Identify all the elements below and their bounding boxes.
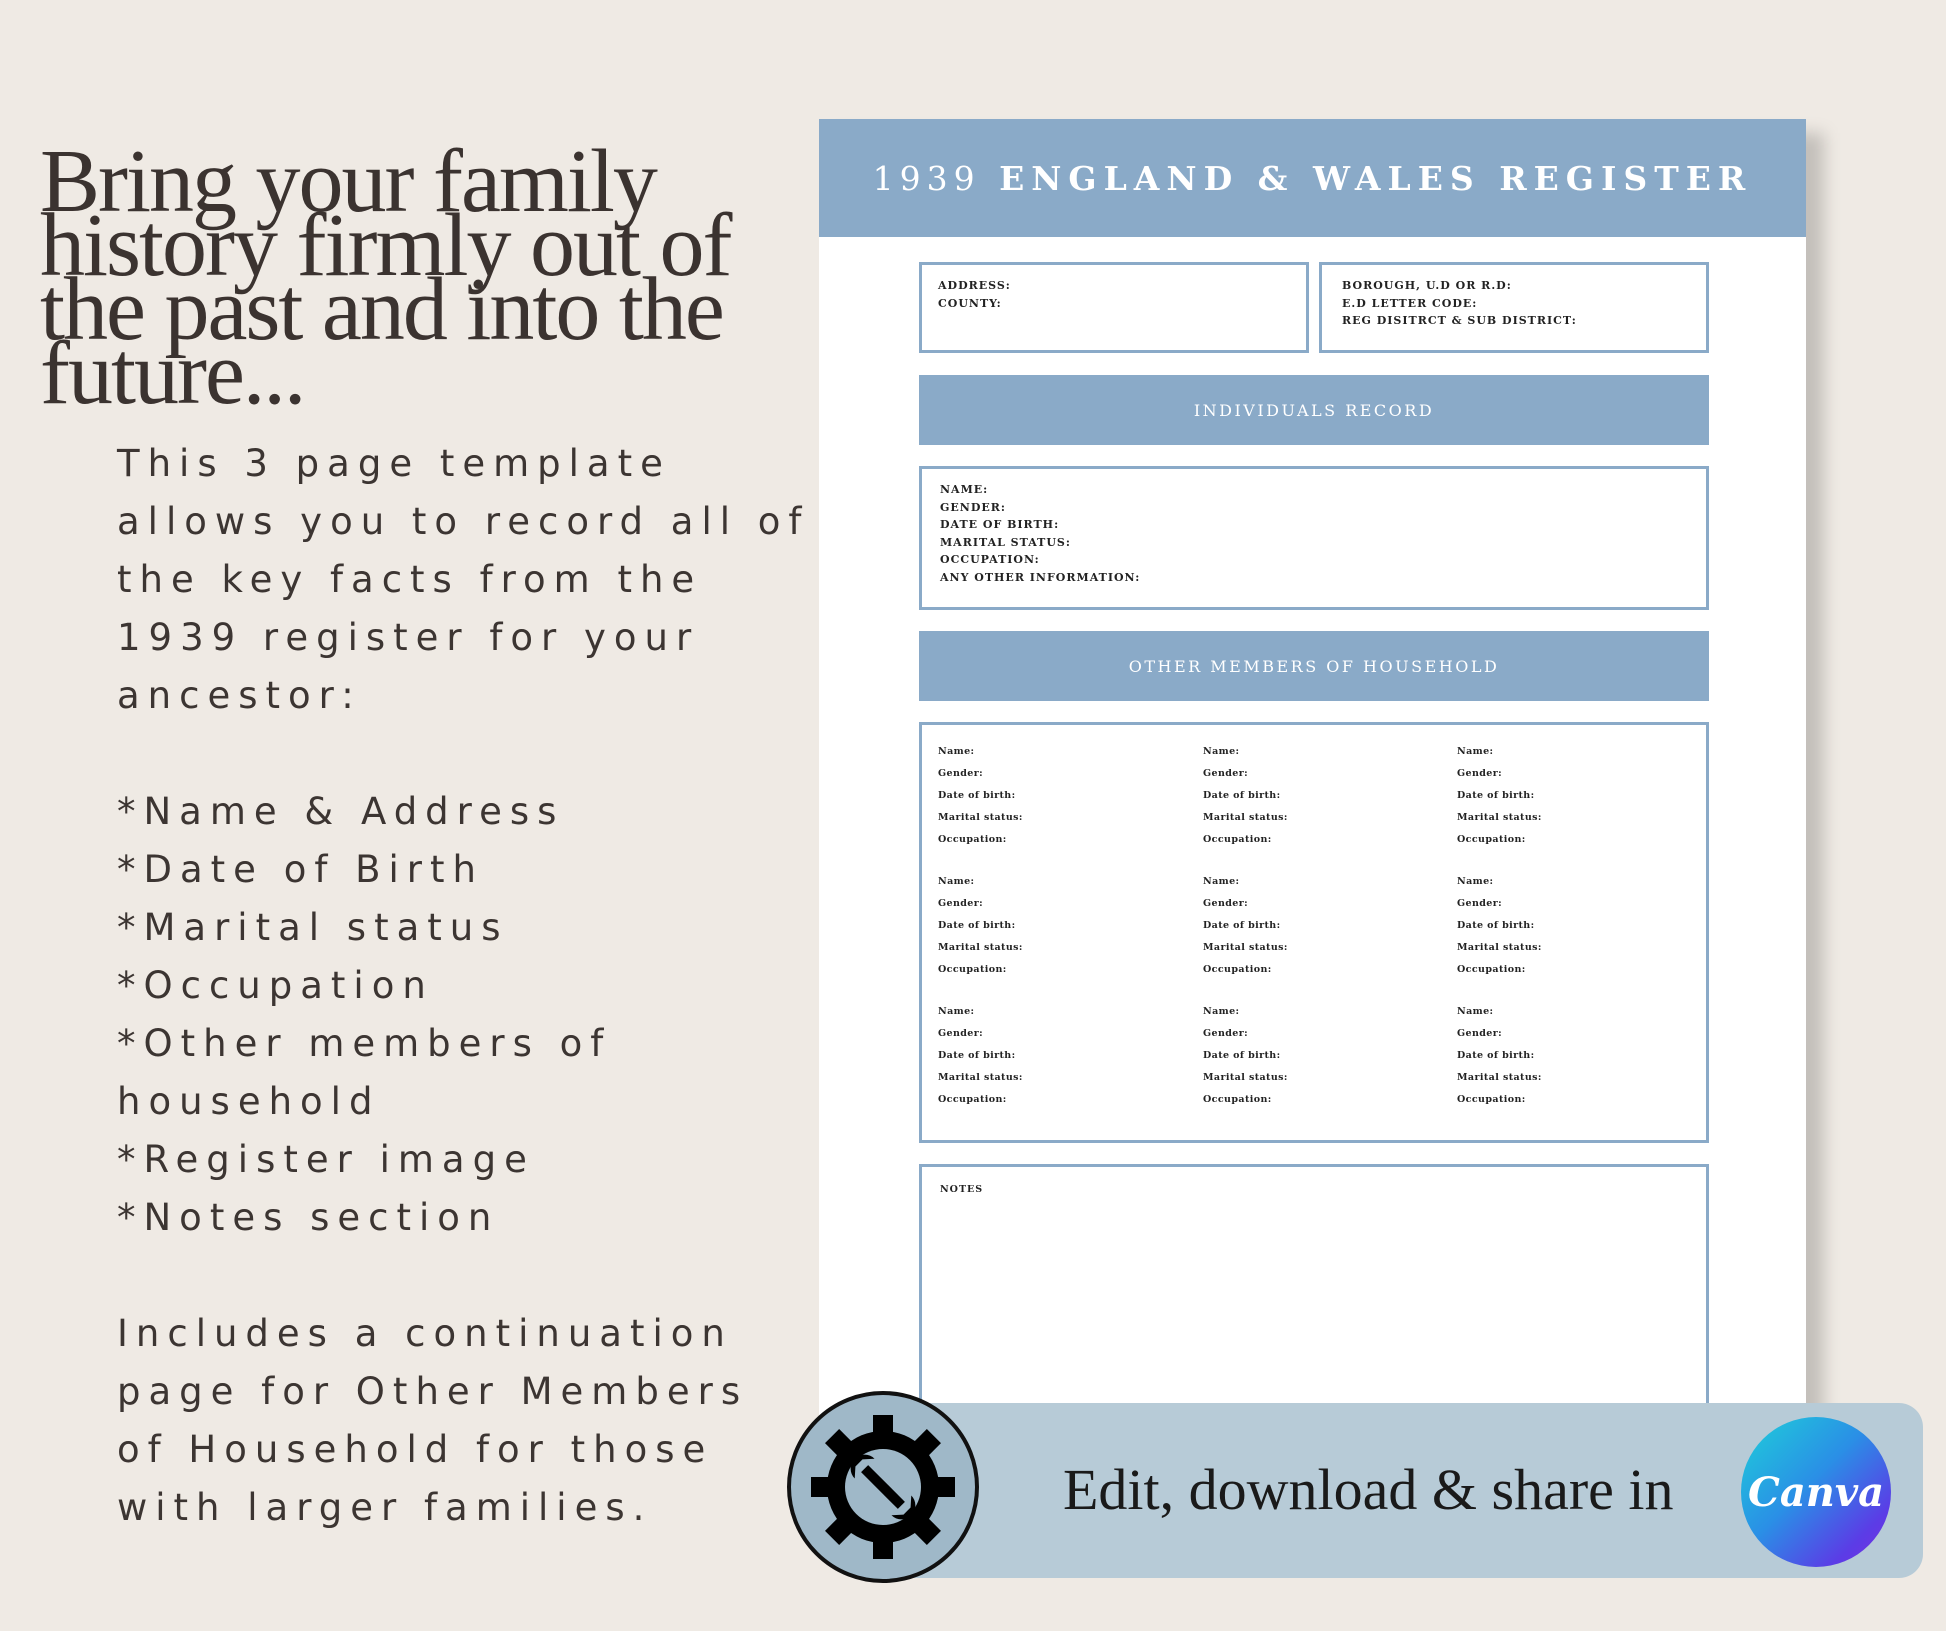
- district-box: [1319, 262, 1709, 353]
- register-template-preview: [819, 119, 1806, 1419]
- gear-wrench-icon: [787, 1391, 979, 1583]
- field-label: Date of birth:: [1457, 920, 1535, 931]
- member-entry: [1203, 1001, 1457, 1111]
- feature-item: *Register image: [117, 1138, 535, 1181]
- field-label: Date of birth:: [938, 790, 1016, 801]
- field-label: Occupation:: [1203, 964, 1272, 975]
- field-label: Occupation:: [1457, 1094, 1526, 1105]
- promo-description: [117, 435, 817, 1537]
- member-entry: [1457, 871, 1707, 981]
- canva-logo-text: Canva: [1748, 1468, 1884, 1516]
- field-label: Gender:: [1457, 1028, 1503, 1039]
- member-entry: [1203, 741, 1457, 851]
- household-band: OTHER MEMBERS OF HOUSEHOLD: [919, 631, 1709, 701]
- address-box: [919, 262, 1309, 353]
- feature-item: *Occupation: [117, 964, 434, 1007]
- field-label: Marital status:: [1457, 942, 1542, 953]
- field-label: E.D LETTER CODE:: [1342, 296, 1478, 310]
- field-label: Marital status:: [1457, 812, 1542, 823]
- field-label: Date of birth:: [1457, 1050, 1535, 1061]
- field-label: MARITAL STATUS:: [940, 535, 1071, 549]
- field-label: Gender:: [938, 1028, 984, 1039]
- field-label: Marital status:: [1203, 942, 1288, 953]
- notes-box: [919, 1164, 1709, 1419]
- field-label: Gender:: [1203, 768, 1249, 779]
- household-members-box: [919, 722, 1709, 1143]
- feature-list: [117, 783, 817, 1247]
- field-label: Occupation:: [1203, 1094, 1272, 1105]
- promo-outro: Includes a continuation page for Other Members of Household for those with larger families.: [117, 1312, 749, 1529]
- field-label: Date of birth:: [938, 1050, 1016, 1061]
- field-label: COUNTY:: [938, 296, 1002, 310]
- field-label: Marital status:: [1203, 1072, 1288, 1083]
- field-label: Marital status:: [1203, 812, 1288, 823]
- field-label: Name:: [938, 1006, 975, 1017]
- field-label: Date of birth:: [938, 920, 1016, 931]
- field-label: Gender:: [938, 898, 984, 909]
- field-label: Occupation:: [938, 964, 1007, 975]
- individuals-record-band: INDIVIDUALS RECORD: [919, 375, 1709, 445]
- field-label: Name:: [1457, 876, 1494, 887]
- field-label: Name:: [1203, 746, 1240, 757]
- canva-logo: [1741, 1417, 1891, 1567]
- document-header: [819, 119, 1806, 237]
- feature-item: *Notes section: [117, 1196, 500, 1239]
- feature-item: *Date of Birth: [117, 848, 484, 891]
- field-label: Name:: [1203, 876, 1240, 887]
- field-label: Name:: [1457, 1006, 1494, 1017]
- field-label: REG DISITRCT & SUB DISTRICT:: [1342, 314, 1577, 327]
- field-label: DATE OF BIRTH:: [940, 518, 1060, 531]
- gear-wrench-svg: [797, 1401, 969, 1573]
- field-label: Occupation:: [1203, 834, 1272, 845]
- field-label: GENDER:: [940, 500, 1006, 514]
- field-label: Occupation:: [1457, 964, 1526, 975]
- document-title-year: 1939: [872, 158, 981, 198]
- field-label: Gender:: [1203, 1028, 1249, 1039]
- field-label: Gender:: [1203, 898, 1249, 909]
- notes-label: NOTES: [940, 1184, 984, 1195]
- field-label: Name:: [1457, 746, 1494, 757]
- banner-text: Edit, download & share in: [1063, 1457, 1674, 1522]
- individual-record-box: [919, 466, 1709, 610]
- promo-headline: Bring your family history firmly out of the past and into the future...: [40, 132, 731, 423]
- feature-item: *Other members of household: [117, 1022, 612, 1123]
- member-entry: [1457, 741, 1707, 851]
- field-label: Occupation:: [938, 1094, 1007, 1105]
- field-label: Occupation:: [938, 834, 1007, 845]
- field-label: Name:: [938, 876, 975, 887]
- field-label: Gender:: [1457, 768, 1503, 779]
- field-label: ANY OTHER INFORMATION:: [940, 570, 1141, 584]
- field-label: Marital status:: [938, 942, 1023, 953]
- promo-intro: This 3 page template allows you to record all of the key facts from the 1939 register for your ancestor:: [117, 442, 810, 717]
- field-label: ADDRESS:: [938, 279, 1011, 292]
- member-entry: [938, 741, 1203, 851]
- member-entry: [938, 1001, 1203, 1111]
- feature-item: *Marital status: [117, 906, 509, 949]
- field-label: BOROUGH, U.D OR R.D:: [1342, 279, 1512, 292]
- member-entry: [1457, 1001, 1707, 1111]
- field-label: Name:: [1203, 1006, 1240, 1017]
- field-label: Date of birth:: [1203, 920, 1281, 931]
- field-label: Gender:: [1457, 898, 1503, 909]
- field-label: Marital status:: [1457, 1072, 1542, 1083]
- field-label: Date of birth:: [1203, 790, 1281, 801]
- field-label: OCCUPATION:: [940, 553, 1040, 566]
- field-label: Date of birth:: [1457, 790, 1535, 801]
- member-entry: [1203, 871, 1457, 981]
- field-label: Marital status:: [938, 1072, 1023, 1083]
- field-label: Date of birth:: [1203, 1050, 1281, 1061]
- field-label: Gender:: [938, 768, 984, 779]
- field-label: Occupation:: [1457, 834, 1526, 845]
- field-label: Marital status:: [938, 812, 1023, 823]
- document-title-text: ENGLAND & WALES REGISTER: [999, 158, 1753, 198]
- field-label: NAME:: [940, 483, 989, 496]
- document-title: [873, 159, 1753, 198]
- field-label: Name:: [938, 746, 975, 757]
- members-grid: [922, 725, 1706, 1111]
- feature-item: *Name & Address: [117, 790, 565, 833]
- member-entry: [938, 871, 1203, 981]
